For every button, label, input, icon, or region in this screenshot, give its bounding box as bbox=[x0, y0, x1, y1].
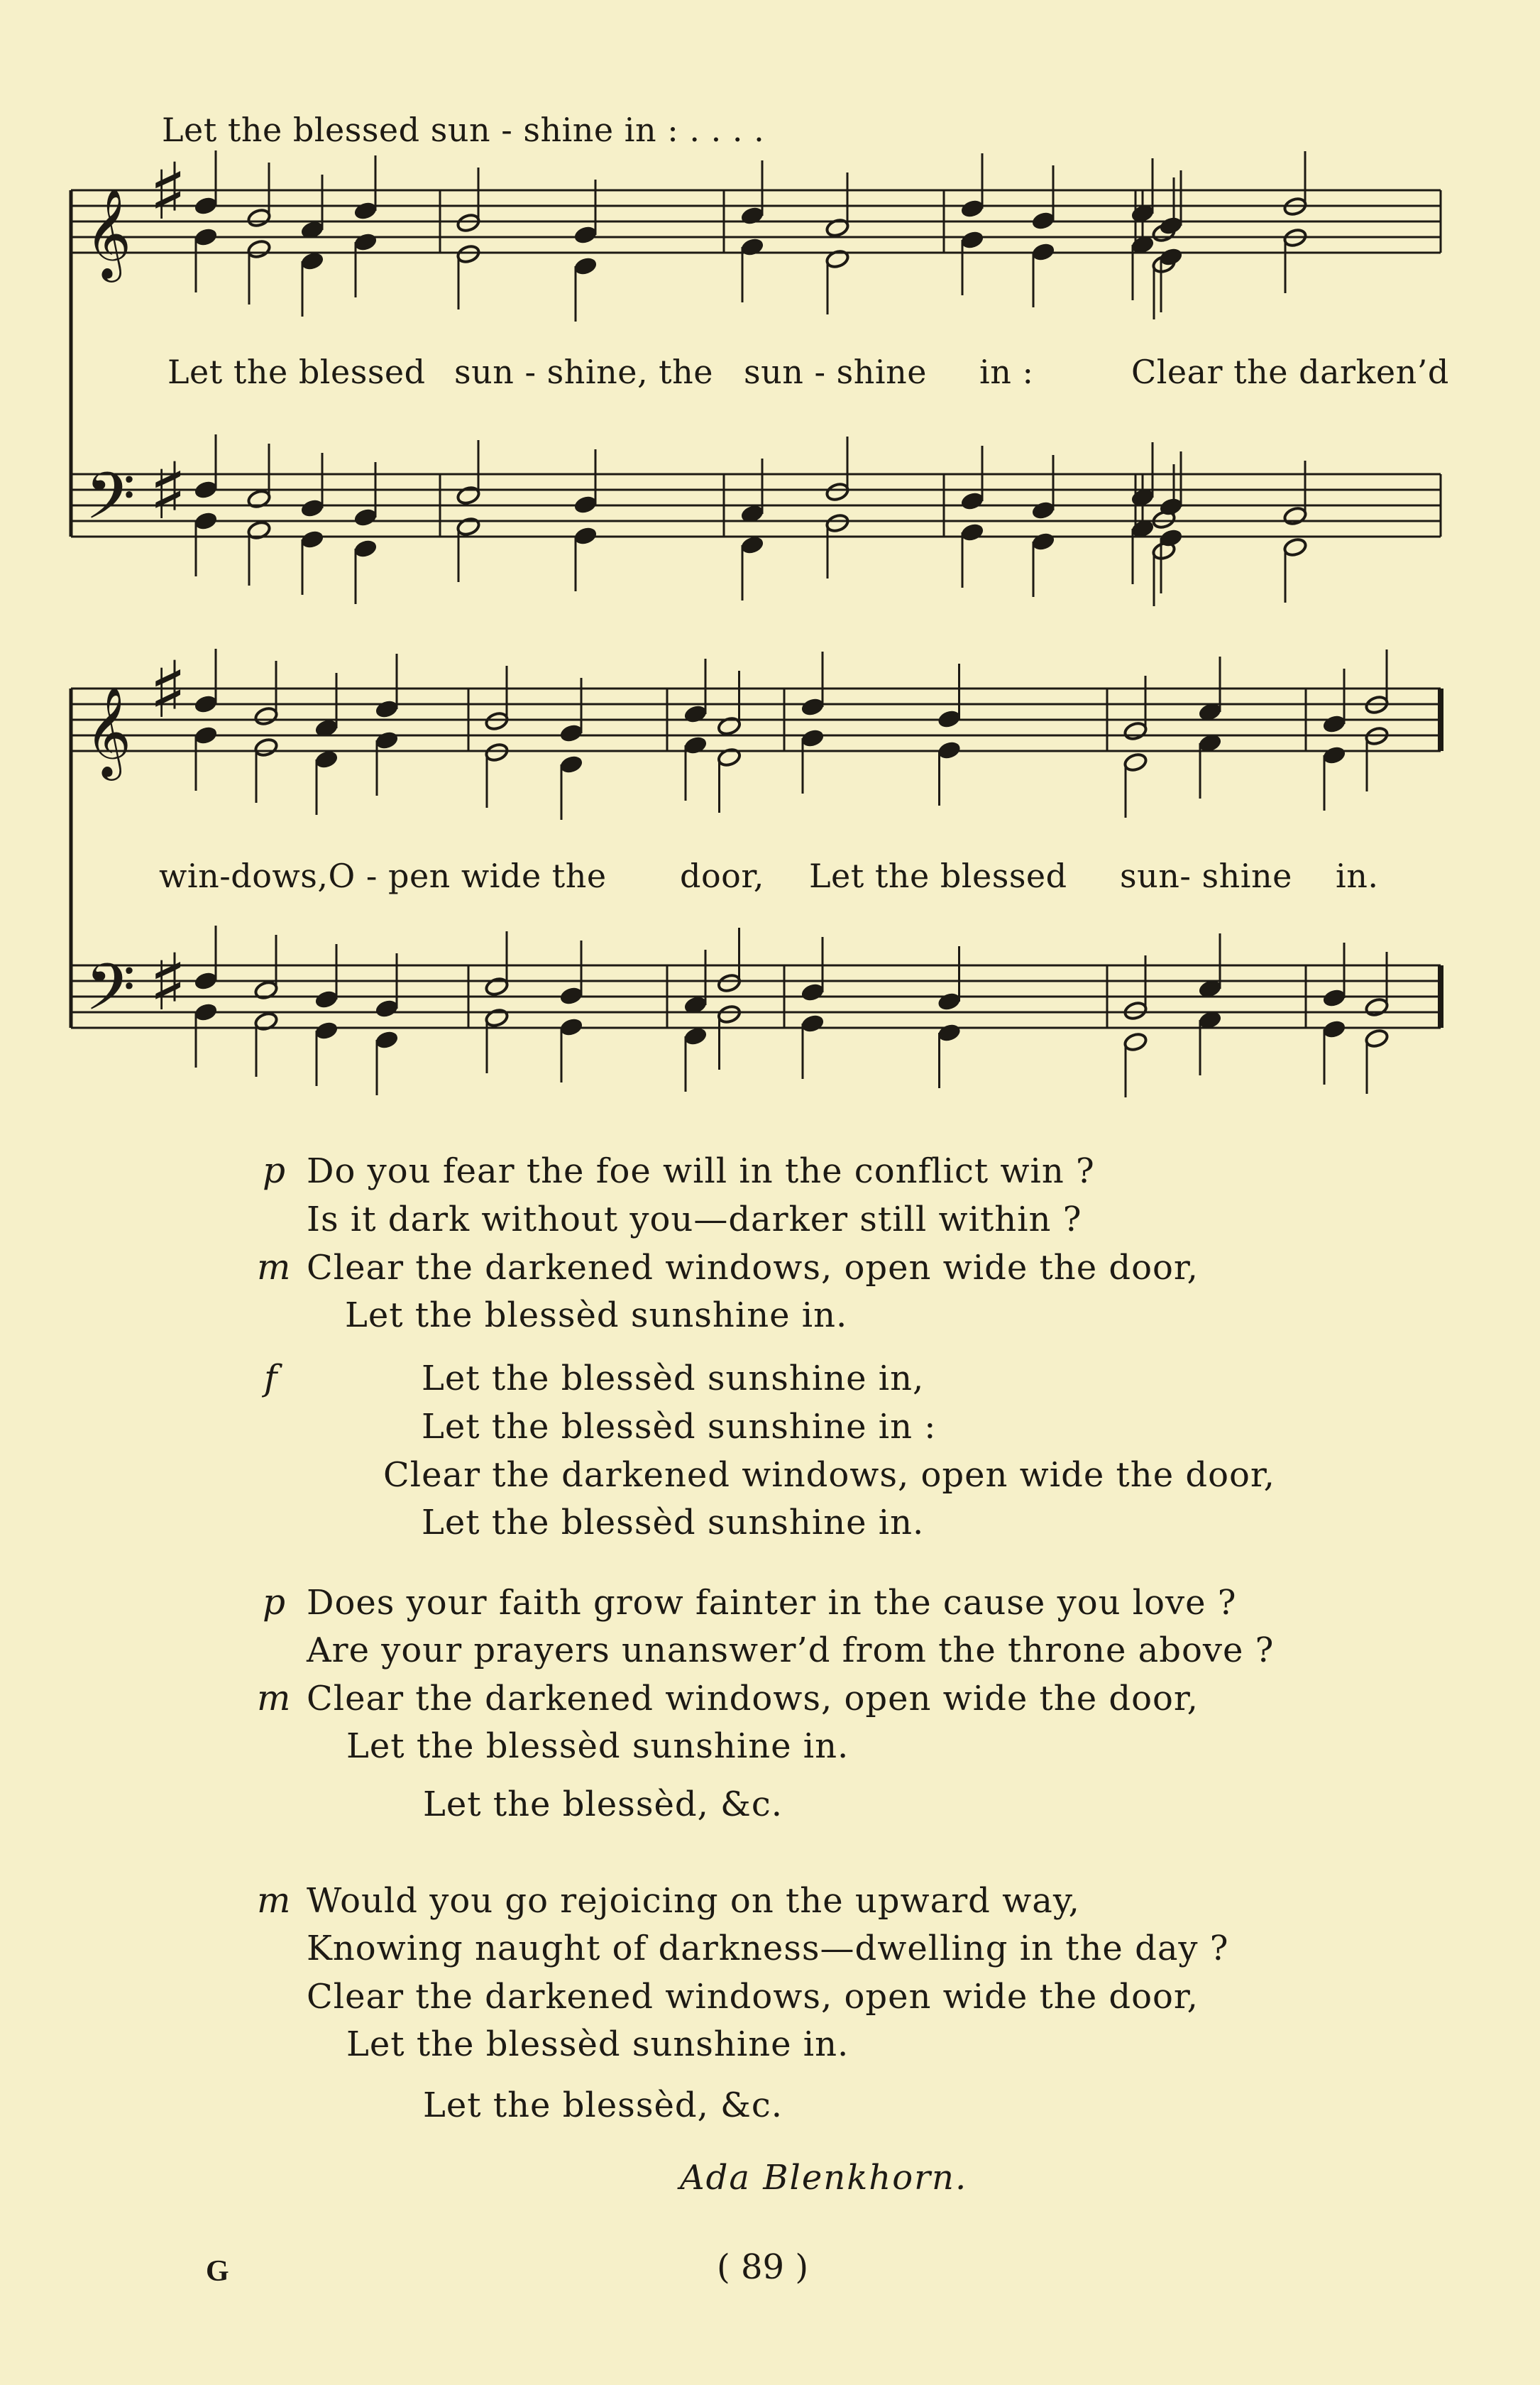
system2-lyric-e: in. bbox=[1336, 857, 1379, 895]
system1-lyric-b: sun - shine, the bbox=[454, 353, 714, 391]
note-head bbox=[739, 534, 764, 555]
system1-lyric-d: in : bbox=[979, 353, 1034, 391]
treble-clef-icon: 𝄞 bbox=[85, 686, 132, 777]
note-head bbox=[1123, 1000, 1148, 1021]
key-sharp-icon: ♯ bbox=[149, 645, 187, 735]
bass-clef-icon: 𝄢 bbox=[85, 950, 136, 1041]
note-head bbox=[374, 698, 399, 719]
note-head bbox=[559, 723, 583, 743]
note-head bbox=[1030, 210, 1055, 231]
note-head bbox=[1282, 537, 1307, 557]
note-head bbox=[559, 754, 583, 774]
note-head bbox=[456, 485, 480, 505]
note-head bbox=[959, 229, 984, 250]
note-head bbox=[484, 1007, 509, 1028]
music-score bbox=[0, 0, 1540, 1107]
verse-line: Let the blessèd sunshine in. bbox=[345, 1295, 848, 1335]
note-head bbox=[1321, 1019, 1346, 1039]
dynamic-mark-3: f bbox=[264, 1357, 277, 1398]
note-head bbox=[800, 1013, 825, 1034]
note-head bbox=[1321, 987, 1346, 1008]
bass-clef-icon: 𝄢 bbox=[85, 459, 136, 549]
note-head bbox=[800, 728, 825, 748]
note-head bbox=[314, 989, 339, 1009]
dynamic-mark-1: p bbox=[263, 1150, 286, 1191]
verse-line: Let the blessèd sunshine in, bbox=[422, 1359, 925, 1398]
note-head bbox=[1158, 246, 1183, 267]
system2-lyric-a: win-dows,O - pen wide the bbox=[159, 857, 607, 895]
note-head bbox=[559, 1016, 583, 1037]
verse-line: Let the blessèd sunshine in : bbox=[422, 1407, 937, 1447]
note-head bbox=[959, 198, 984, 219]
note-head bbox=[193, 1002, 218, 1022]
note-head bbox=[374, 730, 399, 750]
note-head bbox=[374, 1029, 399, 1050]
signature-mark: G bbox=[206, 2255, 229, 2288]
note-head bbox=[193, 226, 218, 247]
verse-line: Let the blessèd, &c. bbox=[423, 2085, 783, 2125]
key-sharp-icon: ♯ bbox=[149, 146, 187, 237]
note-head bbox=[353, 200, 378, 221]
note-head bbox=[353, 538, 378, 559]
system2-lyric-c: Let the blessed bbox=[809, 857, 1067, 895]
note-head bbox=[1158, 215, 1183, 236]
note-head bbox=[193, 510, 218, 531]
note-head bbox=[456, 516, 480, 537]
verse-line: Clear the darkened windows, open wide the door, bbox=[307, 1248, 1199, 1288]
page-number: ( 89 ) bbox=[717, 2247, 809, 2287]
note-head bbox=[246, 238, 271, 259]
verse-line: Would you go rejoicing on the upward way, bbox=[307, 1881, 1080, 1921]
note-head bbox=[1030, 531, 1055, 552]
system1-lyric-e: Clear the darken’d bbox=[1131, 353, 1449, 391]
note-head bbox=[193, 479, 218, 500]
note-head bbox=[456, 212, 480, 233]
note-head bbox=[353, 231, 378, 252]
dynamic-mark-5: m bbox=[257, 1677, 291, 1718]
system2-lyric-d: sun- shine bbox=[1120, 857, 1292, 895]
verse-line: Clear the darkened windows, open wide the door, bbox=[307, 1977, 1199, 2017]
note-head bbox=[314, 1020, 339, 1041]
verse-line: Let the blessèd sunshine in. bbox=[346, 1726, 849, 1766]
note-head bbox=[1364, 1028, 1389, 1048]
note-head bbox=[1364, 997, 1389, 1017]
dynamic-mark-6: m bbox=[257, 1880, 291, 1921]
note-head bbox=[825, 512, 849, 533]
note-head bbox=[573, 525, 598, 546]
note-head bbox=[937, 708, 962, 729]
note-head bbox=[717, 1004, 742, 1024]
verse-line: Let the blessèd sunshine in. bbox=[422, 1503, 925, 1542]
note-head bbox=[717, 972, 742, 993]
note-head bbox=[937, 740, 962, 760]
note-head bbox=[683, 735, 708, 755]
verse-line: Let the blessèd, &c. bbox=[423, 1784, 783, 1824]
system1-lyric-c: sun - shine bbox=[744, 353, 927, 391]
treble-clef-icon: 𝄞 bbox=[85, 187, 132, 278]
note-head bbox=[739, 236, 764, 257]
note-head bbox=[484, 742, 509, 762]
note-head bbox=[1123, 752, 1148, 772]
verse-line: Clear the darkened windows, open wide the door, bbox=[307, 1679, 1199, 1718]
verse-line: Does your faith grow fainter in the cause you love ? bbox=[307, 1583, 1237, 1623]
top-lyric: Let the blessed sun - shine in : . . . . bbox=[162, 111, 765, 149]
note-head bbox=[353, 507, 378, 527]
dynamic-mark-2: m bbox=[257, 1246, 291, 1288]
note-head bbox=[937, 991, 962, 1011]
note-head bbox=[800, 696, 825, 717]
verse-line: Knowing naught of darkness—dwelling in the day ? bbox=[307, 1929, 1229, 1968]
note-head bbox=[683, 1026, 708, 1046]
note-head bbox=[246, 207, 271, 228]
note-head bbox=[573, 224, 598, 245]
note-head bbox=[825, 481, 849, 502]
verse-line: Let the blessèd sunshine in. bbox=[346, 2024, 849, 2064]
dynamic-mark-4: p bbox=[263, 1581, 286, 1623]
note-head bbox=[1030, 241, 1055, 262]
note-head bbox=[299, 529, 324, 549]
note-head bbox=[959, 490, 984, 511]
note-head bbox=[484, 976, 509, 997]
system2-lyric-b: door, bbox=[680, 857, 764, 895]
note-head bbox=[1030, 500, 1055, 520]
system1-lyric-a: Let the blessed bbox=[167, 353, 426, 391]
note-head bbox=[193, 195, 218, 216]
note-head bbox=[1321, 745, 1346, 765]
note-head bbox=[299, 498, 324, 518]
verse-line: Are your prayers unanswer’d from the throne above ? bbox=[307, 1630, 1275, 1670]
note-head bbox=[253, 737, 278, 757]
note-head bbox=[959, 522, 984, 542]
note-head bbox=[374, 998, 399, 1019]
note-head bbox=[1282, 505, 1307, 526]
key-sharp-icon: ♯ bbox=[149, 446, 187, 537]
note-head bbox=[456, 243, 480, 264]
note-head bbox=[683, 703, 708, 724]
note-head bbox=[559, 985, 583, 1006]
verse-line: Clear the darkened windows, open wide the door, bbox=[383, 1455, 1275, 1495]
note-head bbox=[253, 706, 278, 726]
note-head bbox=[299, 251, 324, 271]
note-head bbox=[314, 749, 339, 769]
note-head bbox=[739, 205, 764, 226]
verse-line: Do you fear the foe will in the conflict win ? bbox=[307, 1151, 1095, 1191]
note-head bbox=[573, 494, 598, 515]
note-head bbox=[1123, 720, 1148, 741]
note-head bbox=[193, 693, 218, 714]
verse-line: Is it dark without you—darker still within ? bbox=[307, 1200, 1082, 1239]
note-head bbox=[484, 711, 509, 731]
note-head bbox=[193, 725, 218, 745]
key-sharp-icon: ♯ bbox=[149, 937, 187, 1028]
note-head bbox=[937, 1022, 962, 1043]
author-credit: Ada Blenkhorn. bbox=[680, 2158, 968, 2198]
note-head bbox=[193, 970, 218, 991]
note-head bbox=[573, 256, 598, 276]
note-head bbox=[1321, 713, 1346, 734]
note-head bbox=[1123, 1031, 1148, 1052]
note-head bbox=[800, 982, 825, 1002]
